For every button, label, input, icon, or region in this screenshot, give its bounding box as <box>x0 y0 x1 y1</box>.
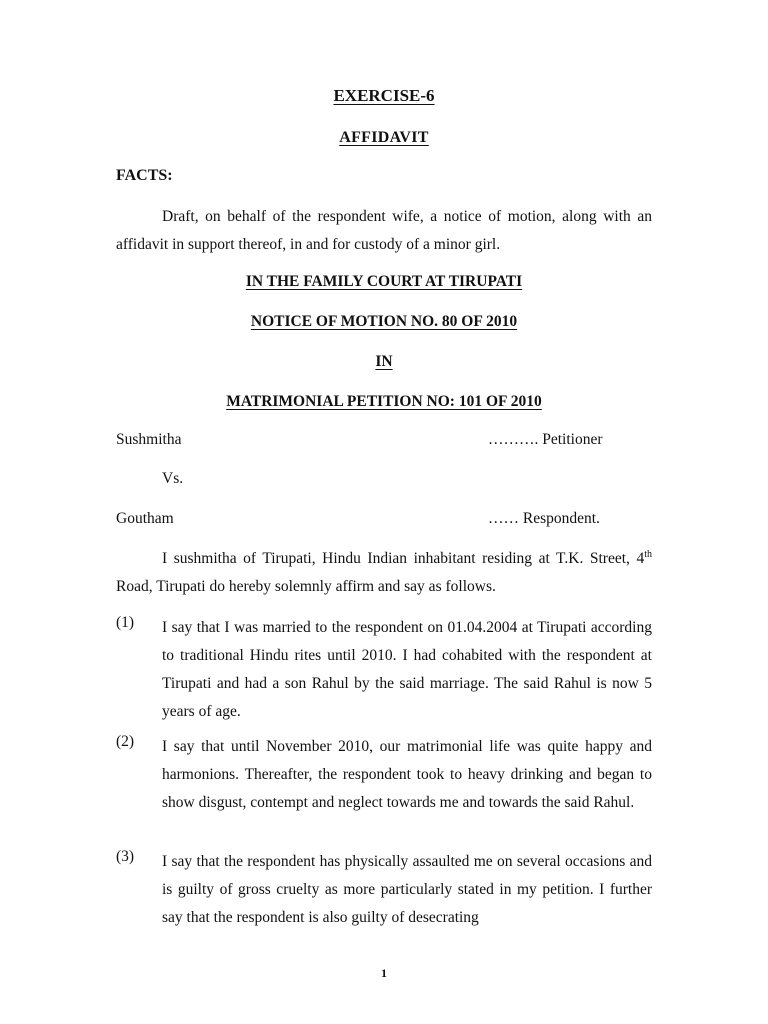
exercise-heading: EXERCISE-6 <box>333 86 435 105</box>
item-text: I say that the respondent has physically assaulted me on several occasions and is guilty of gross cruelty as more particularly stated in my petition. I further say that the respondent is also guilty of desecrating <box>162 853 652 926</box>
affidavit-title: AFFIDAVIT <box>339 129 429 146</box>
versus-row <box>162 470 698 488</box>
respondent-role: …… Respondent. <box>488 510 600 527</box>
facts-label: FACTS: <box>116 167 173 184</box>
item-text: I say that I was married to the respondent on 01.04.2004 at Tirupati according to traditional Hindu rites until 2010. I had cohabited with the respondent at Tirupati and had a son Rahul by the said marriage. The said Rahul is now 5 years of age. <box>162 619 652 720</box>
item-number: (3) <box>116 848 135 865</box>
respondent-name: Goutham <box>116 510 174 527</box>
petition-heading: MATRIMONIAL PETITION NO: 101 OF 2010 <box>226 393 542 410</box>
intro-paragraph: I sushmitha of Tirupati, Hindu Indian inhabitant residing at T.K. Street, 4th Road, Tirupati do hereby solemnly affirm and say as follows. <box>116 549 652 595</box>
petitioner-name: Sushmitha <box>116 431 182 448</box>
item-number: (1) <box>116 614 135 631</box>
in-heading: IN <box>375 353 393 370</box>
versus-text: Vs. <box>162 470 184 487</box>
notice-heading: NOTICE OF MOTION NO. 80 OF 2010 <box>250 313 518 330</box>
facts-paragraph: Draft, on behalf of the respondent wife, a notice of motion, along with an affidavit in support thereof, in and for custody of a minor girl. <box>116 208 652 253</box>
item-text: I say that until November 2010, our matrimonial life was quite happy and harmonions. Thereafter, the respondent took to heavy drinking and began to show disgust, contempt and neglect towards me and towards the said Rahul. <box>162 738 652 811</box>
petitioner-role: ………. Petitioner <box>488 431 603 448</box>
page-number: 1 <box>381 966 387 980</box>
court-heading: IN THE FAMILY COURT AT TIRUPATI <box>245 273 523 290</box>
item-number: (2) <box>116 733 135 750</box>
